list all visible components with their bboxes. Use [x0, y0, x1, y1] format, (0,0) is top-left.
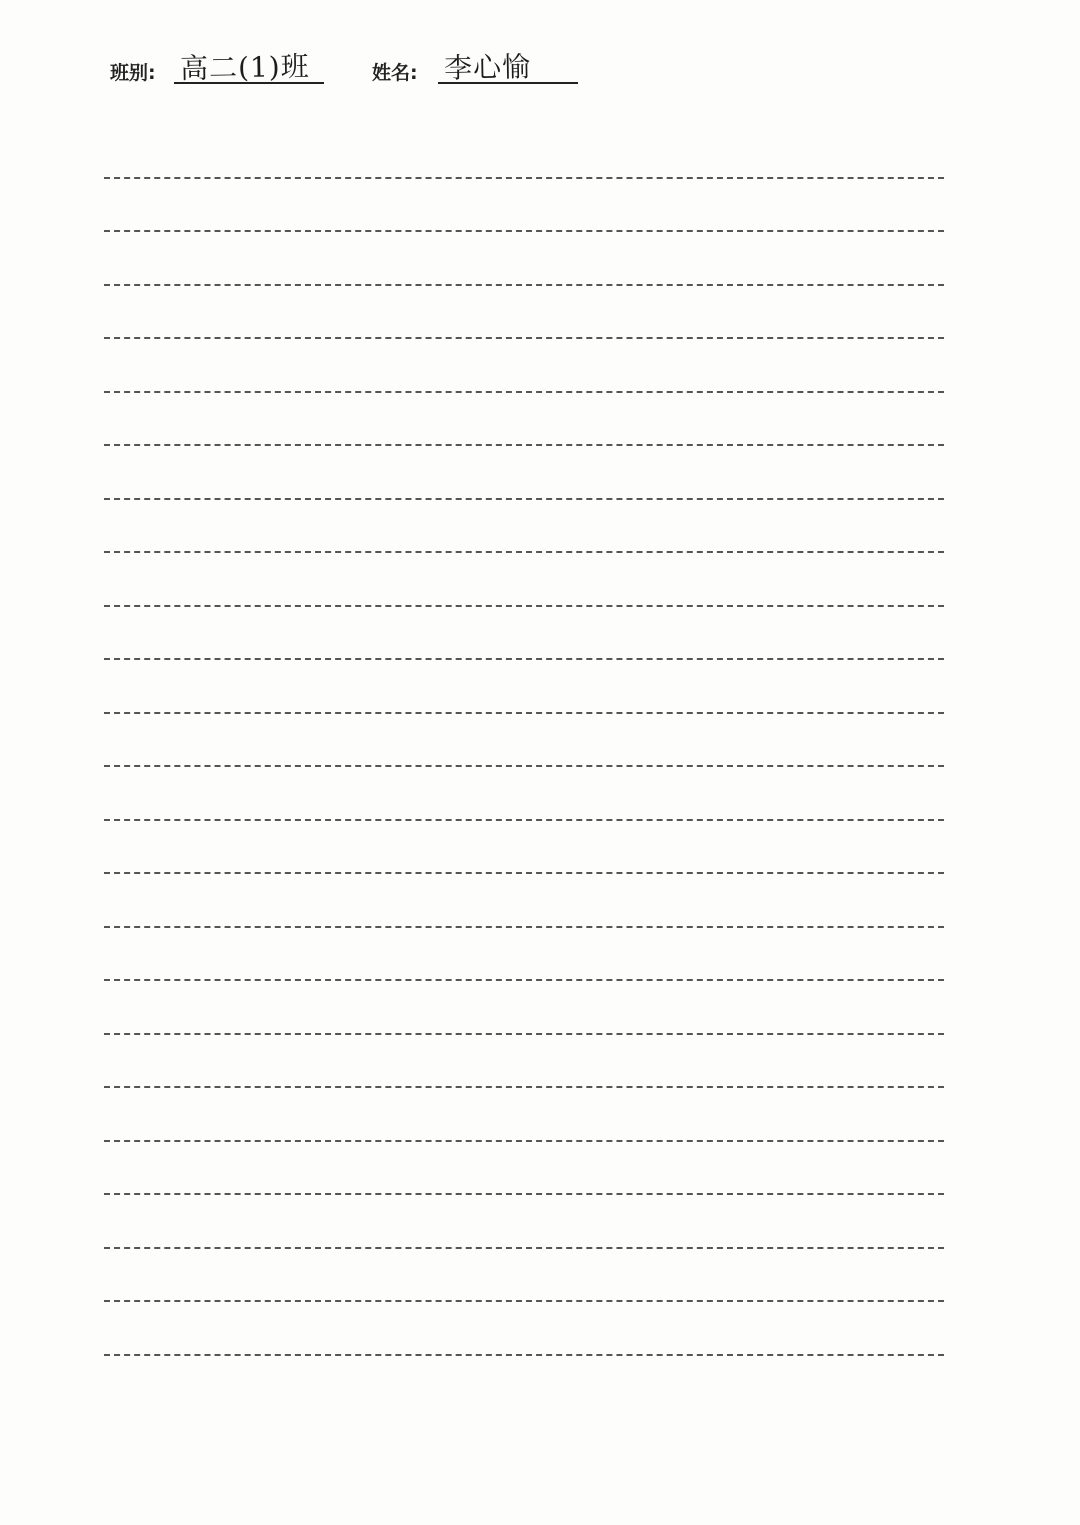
ruled-line: [104, 660, 944, 714]
ruled-line: [104, 553, 944, 607]
student-info-header: [110, 44, 910, 94]
class-underline: [174, 82, 324, 84]
essay-line: [108, 883, 944, 921]
ruled-line: [104, 179, 944, 233]
essay-line: [174, 1204, 944, 1242]
essay-line: [108, 615, 944, 653]
essay-line: [108, 508, 944, 546]
ruled-line: [104, 1035, 944, 1089]
essay-title: [316, 134, 944, 172]
essay-line: [174, 669, 944, 707]
ruled-line: [104, 1302, 944, 1356]
essay-line: [108, 562, 944, 600]
essay-line: [174, 241, 944, 279]
ruled-line: [104, 125, 944, 179]
ruled-line: [104, 393, 944, 447]
essay-line: [108, 990, 944, 1028]
essay-line: [108, 294, 944, 332]
ruled-line: [104, 714, 944, 768]
ruled-line: [104, 607, 944, 661]
essay-line: [108, 776, 944, 814]
ruled-line: [104, 981, 944, 1035]
ruled-writing-area: [104, 125, 944, 1356]
ruled-line: [104, 286, 944, 340]
ruled-line: [104, 232, 944, 286]
essay-line: [108, 722, 944, 760]
ruled-line: [104, 928, 944, 982]
essay-line: [108, 1150, 944, 1188]
ruled-line: [104, 446, 944, 500]
name-label: 姓名:: [372, 62, 418, 84]
class-value: 高二(1)班: [179, 49, 310, 86]
ruled-line: [104, 1142, 944, 1196]
ruled-line: [104, 1088, 944, 1142]
ruled-line: [104, 500, 944, 554]
ruled-line: [104, 821, 944, 875]
name-underline: [438, 82, 578, 84]
essay-line: [108, 1311, 944, 1349]
name-value: 李心愉: [443, 50, 532, 85]
essay-line: [108, 1043, 944, 1081]
essay-line: [108, 455, 944, 493]
ruled-line: [104, 767, 944, 821]
ruled-line: [104, 874, 944, 928]
essay-line: [174, 401, 944, 439]
essay-line: [108, 1257, 944, 1295]
ruled-line: [104, 1195, 944, 1249]
ruled-line: [104, 1249, 944, 1303]
essay-line: [174, 936, 944, 974]
essay-line: [108, 829, 944, 867]
essay-line: [174, 1097, 944, 1135]
essay-subtitle: [574, 187, 944, 225]
essay-line: [108, 348, 944, 386]
ruled-line: [104, 339, 944, 393]
class-label: 班别:: [110, 62, 156, 84]
